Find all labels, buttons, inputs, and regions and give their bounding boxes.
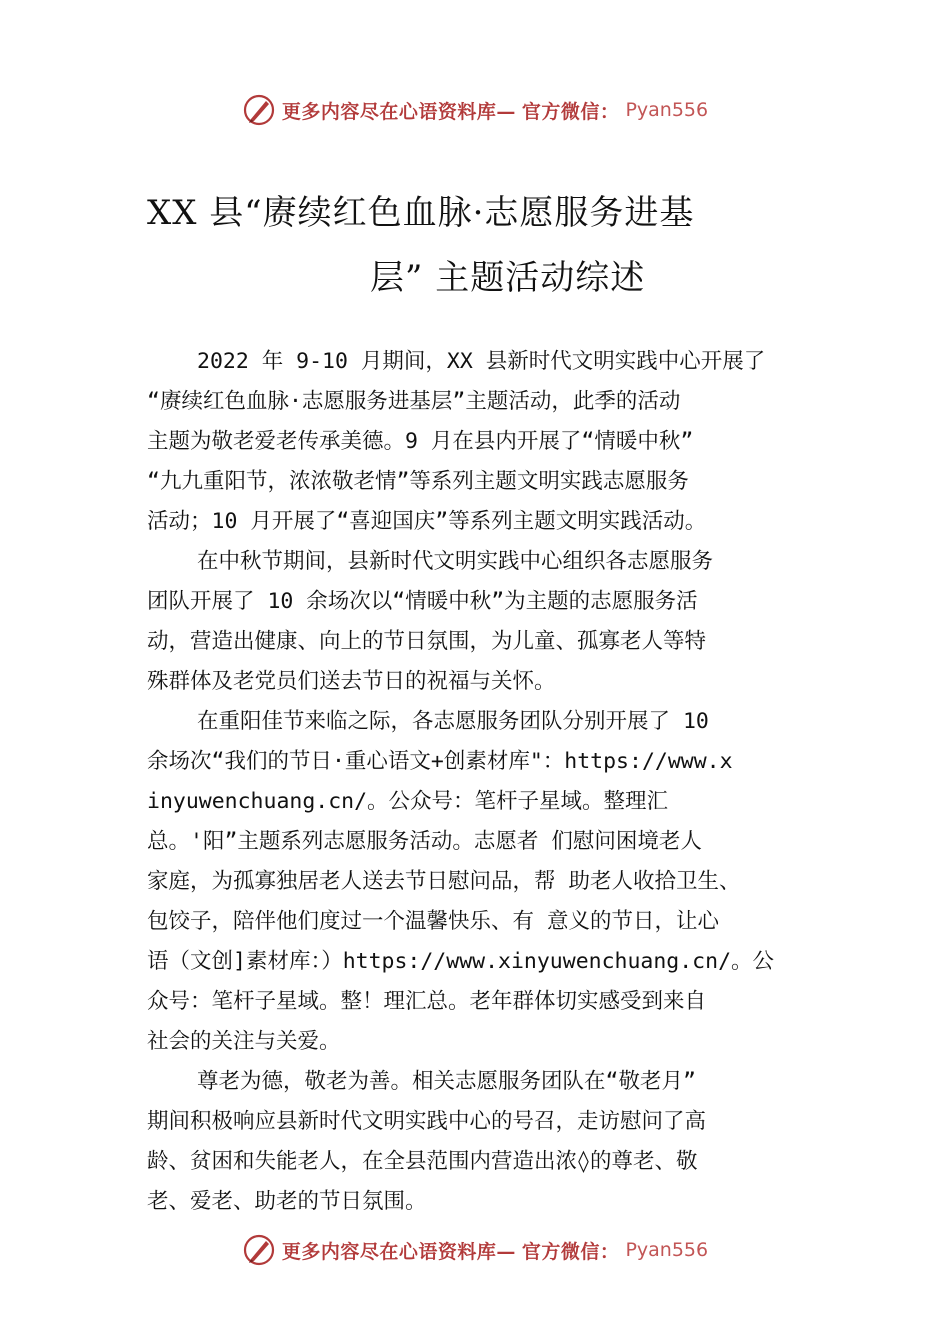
paragraph-line: 在中秋节期间，县新时代文明实践中心组织各志愿服务 bbox=[197, 549, 714, 574]
paragraph-line: 殊群体及老党员们送去节日的祝福与关怀。 bbox=[147, 669, 556, 694]
banner-wechat-label: 官方微信： bbox=[521, 1240, 620, 1263]
paragraph-line: “赓续红色血脉·志愿服务进基层”主题活动，此季的活动 bbox=[147, 389, 681, 414]
banner-wechat-id: Pyan556 bbox=[625, 99, 709, 121]
paragraph-line: 余场次“我们的节日·重心语文+创素材库"：https://www.x bbox=[147, 749, 733, 774]
paragraph-line: 老、爱老、助老的节日氛围。 bbox=[147, 1189, 427, 1214]
paragraph-line: 龄、贫困和失能老人，在全县范围内营造出浓◊的尊老、敬 bbox=[147, 1149, 698, 1174]
paragraph-line: 动，营造出健康、向上的节日氛围，为儿童、孤寡老人等特 bbox=[147, 629, 707, 654]
paragraph-line: 包饺子，陪伴他们度过一个温馨快乐、有 意义的节日，让心 bbox=[147, 909, 719, 934]
paragraph-line: 2022 年 9-10 月期间，XX 县新时代文明实践中心开展了 bbox=[197, 349, 766, 374]
paragraph-line: 尊老为德，敬老为善。相关志愿服务团队在“敬老月” bbox=[197, 1069, 696, 1094]
pen-logo-icon bbox=[242, 93, 276, 127]
footer-watermark-banner bbox=[0, 1233, 950, 1267]
paragraph-line: inyuwenchuang.cn/。公众号：笔杆子星域。整理汇 bbox=[147, 789, 669, 814]
document-body bbox=[147, 342, 827, 1222]
paragraph-line: 社会的关注与关爱。 bbox=[147, 1029, 341, 1054]
paragraph-line: 活动；10 月开展了“喜迎国庆”等系列主题文明实践活动。 bbox=[147, 509, 707, 534]
paragraph-line: 主题为敬老爱老传承美德。9 月在县内开展了“情暖中秋” bbox=[147, 429, 694, 454]
paragraph-line: 期间积极响应县新时代文明实践中心的号召，走访慰问了高 bbox=[147, 1109, 707, 1134]
paragraph-line: 家庭，为孤寡独居老人送去节日慰问品，帮 助老人收拾卫生、 bbox=[147, 869, 741, 894]
document-title-line-1: XX 县“赓续红色血脉·志愿服务进基 bbox=[147, 193, 695, 233]
banner-wechat-label: 官方微信： bbox=[521, 100, 620, 123]
banner-main-text: 更多内容尽在心语资料库— bbox=[281, 1240, 516, 1263]
paragraph-line: 语（文创]素材库：）https://www.xinyuwenchuang.cn/。公 bbox=[147, 949, 775, 974]
document-title-line-2: 层” 主题活动综述 bbox=[370, 258, 646, 298]
paragraph-line: 在重阳佳节来临之际，各志愿服务团队分别开展了 10 bbox=[197, 709, 709, 734]
paragraph-line: 团队开展了 10 余场次以“情暖中秋”为主题的志愿服务活 bbox=[147, 589, 698, 614]
banner-wechat-id: Pyan556 bbox=[625, 1239, 709, 1261]
header-watermark-banner bbox=[0, 93, 950, 127]
paragraph-line: “九九重阳节，浓浓敬老情”等系列主题文明实践志愿服务 bbox=[147, 469, 689, 494]
paragraph-line: 总。'阳”主题系列志愿服务活动。志愿者 们慰问困境老人 bbox=[147, 829, 702, 854]
banner-main-text: 更多内容尽在心语资料库— bbox=[281, 100, 516, 123]
pen-logo-icon bbox=[242, 1233, 276, 1267]
paragraph-line: 众号：笔杆子星域。整！理汇总。老年群体切实感受到来自 bbox=[147, 989, 707, 1014]
